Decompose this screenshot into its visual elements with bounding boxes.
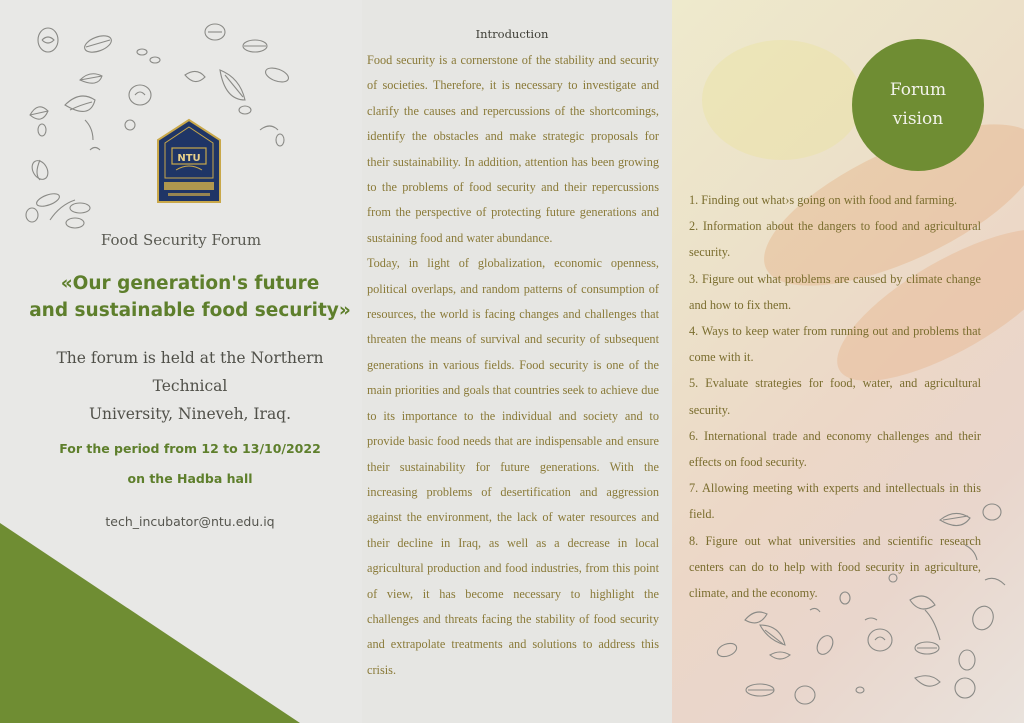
green-corner-triangle (0, 523, 300, 723)
contact-email[interactable]: tech_incubator@ntu.edu.iq (105, 514, 275, 529)
introduction-paragraph-1: Food security is a cornerstone of the stability and security of societies. Therefore, it is necessary to investigate and clarify the causes and repercussions of the shortcomings, identify the obstacles and make strategic proposals for their sustainability. In addition, attention has been growing to the problems of food security and their repercussions from the perspective of protecting future generations and sustaining food and water abundance. (367, 53, 659, 245)
vision-list (689, 187, 981, 606)
forum-period (20, 434, 360, 494)
forum-location (20, 344, 360, 428)
university-emblem-icon (156, 118, 222, 204)
vision-item: 3. Figure out what problems are caused by climate change and how to fix them. (689, 271, 981, 312)
vision-item: 6. International trade and economy challenges and their effects on food security. (689, 428, 981, 470)
svg-text:NTU: NTU (177, 153, 201, 164)
vision-item: 4. Ways to keep water from running out and problems that come with it. (689, 324, 981, 365)
forum-title: Food Security Forum (100, 231, 262, 249)
vision-item: 5. Evaluate strategies for food, water, and agricultural security. (689, 376, 981, 417)
vision-item: 1. Finding out what›s going on with food and farming. (689, 193, 958, 207)
headline-line-1: «Our generation's future (60, 273, 320, 294)
location-line-2: University, Nineveh, Iraq. (88, 405, 292, 423)
vision-item: 2. Information about the dangers to food and agricultural security. (689, 219, 981, 260)
location-line-1: The forum is held at the Northern Technical (56, 349, 324, 395)
period-line-2: on the Hadba hall (127, 471, 253, 486)
period-line-1: For the period from 12 to 13/10/2022 (59, 441, 321, 456)
vision-badge-line-2: vision (892, 109, 944, 129)
introduction-heading: Introduction (475, 27, 549, 41)
headline-line-2: and sustainable food security» (29, 300, 351, 321)
vision-item: 8. Figure out what universities and scientific research centers can do to help with food security in agriculture, climate, and the economy. (689, 533, 981, 601)
introduction-body (367, 48, 659, 683)
introduction-paragraph-2: Today, in light of globalization, economic openness, political overlaps, and random patterns of consumption of resources, the world is facing changes and challenges that threaten the means of survival and security of subsequent generations in various fields. Food security is one of the main priorities and goals that countries seek to achieve due to its importance to the individual and society and to provide basic food needs that are indispensable and ensure their sustainability for future generations. With the increasing problems of desertification and aggression against the environment, the lack of water resources and their decline in Iraq, as well as a decrease in local agricultural production and food industries, from this point of view, it has become necessary to highlight the challenges and threats facing the stability of food security and extrapolate treatments and solutions to address this crisis. (367, 256, 659, 677)
forum-vision-badge (852, 39, 984, 171)
forum-headline (20, 270, 360, 324)
vision-badge-line-1: Forum (889, 80, 947, 100)
vision-item: 7. Allowing meeting with experts and intellectuals in this field. (689, 481, 981, 522)
